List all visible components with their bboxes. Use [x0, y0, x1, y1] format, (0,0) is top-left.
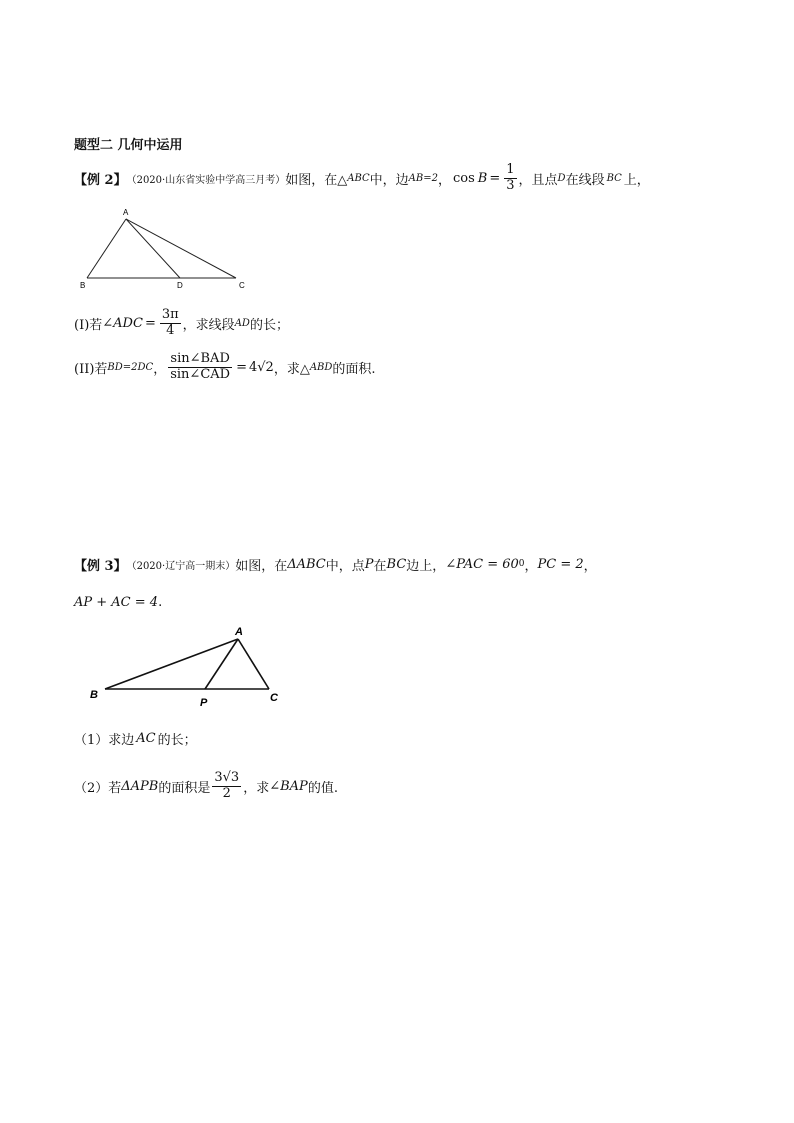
- label-b: B: [80, 281, 86, 290]
- triangle-apb: ΔAPB: [121, 778, 159, 794]
- angle-pac: ∠PAC = 60: [445, 556, 519, 572]
- label-b: B: [90, 689, 98, 701]
- fraction-numerator: sin∠BAD: [170, 351, 230, 367]
- fraction-numerator: 3π: [161, 307, 179, 323]
- label-c: C: [239, 281, 245, 290]
- text: 中，边: [369, 172, 409, 188]
- text: 中，点: [325, 558, 365, 574]
- condition-bd: BD=2DC: [107, 361, 154, 373]
- text: 的长；: [157, 732, 197, 748]
- point-p: P: [364, 556, 374, 572]
- fraction-denominator: 2: [222, 785, 231, 801]
- ratio-value: 4√2: [248, 359, 274, 375]
- text: .: [158, 594, 163, 610]
- text: (II)若: [74, 361, 108, 377]
- text: 如图，在: [235, 558, 288, 574]
- text: ，且点: [518, 172, 558, 188]
- cos-var: B: [477, 170, 488, 186]
- example2-intro: [74, 158, 650, 198]
- text: 在线段: [565, 172, 605, 188]
- example3-intro: [74, 553, 597, 575]
- label-a: A: [123, 208, 129, 217]
- edge-ab: [87, 219, 126, 278]
- example2-question-2: [74, 345, 376, 389]
- text: ，: [583, 558, 597, 574]
- text: 边上，: [406, 558, 446, 574]
- segment-ad: AD: [234, 317, 250, 329]
- segment-ac: AC: [136, 730, 156, 746]
- text: 如图，在△: [285, 172, 348, 188]
- text: (I)若: [74, 317, 103, 333]
- pc-eq: PC = 2: [537, 556, 584, 572]
- text: ，: [153, 361, 167, 377]
- text: ，求: [243, 780, 270, 796]
- example3-intro-line2: [74, 591, 162, 613]
- triangle-abd: ABD: [309, 361, 333, 373]
- label-c: C: [270, 692, 278, 704]
- text: ，: [524, 558, 538, 574]
- triangle-abc: ABC: [347, 172, 370, 184]
- sine-ratio-fraction: [168, 352, 232, 382]
- equals: =: [236, 359, 247, 375]
- ab-eq: AB=2: [408, 172, 438, 184]
- fraction-numerator: 3√3: [214, 770, 240, 786]
- triangle-abc: ΔABC: [287, 556, 326, 572]
- cos-numerator: 1: [506, 162, 515, 178]
- area-fraction: [212, 771, 241, 801]
- text: （2）若: [74, 780, 122, 796]
- text: ，: [437, 172, 451, 188]
- example3-source: （2020·辽宁高一期末）: [126, 560, 236, 572]
- edge-ap: [205, 639, 238, 689]
- fraction-denominator: sin∠CAD: [170, 366, 231, 382]
- label-p: P: [200, 697, 208, 709]
- equals: =: [489, 170, 501, 186]
- text: 的面积是: [158, 780, 211, 796]
- ap-ac-eq: AP + AC = 4: [74, 594, 159, 610]
- label-a: A: [235, 626, 243, 638]
- text: ，求△: [273, 361, 310, 377]
- segment-bc: BC: [386, 556, 407, 572]
- example3-question-1: [74, 727, 197, 749]
- text: ，求线段: [182, 317, 235, 333]
- edge-ab: [105, 639, 238, 689]
- cos-denominator: 3: [506, 177, 515, 193]
- text: 的长；: [249, 317, 289, 333]
- angle-bap: ∠BAP: [269, 778, 308, 794]
- label-d: D: [177, 281, 183, 290]
- degree-mark: 0: [518, 559, 525, 569]
- angle-fraction: [160, 308, 181, 338]
- segment-bc: BC: [606, 172, 622, 184]
- example2-tag: 【例 2】: [74, 172, 127, 188]
- angle-adc: ∠ADC: [102, 315, 143, 331]
- example2-source: （2020·山东省实验中学高三月考）: [126, 174, 286, 186]
- text: 上，: [623, 172, 650, 188]
- example2-question-1: [74, 303, 289, 343]
- text: 的面积.: [332, 361, 376, 377]
- example2-figure: [76, 204, 256, 294]
- cos-fraction: [504, 163, 516, 193]
- example3-question-2: [74, 764, 338, 808]
- text: （1）求边: [74, 732, 135, 748]
- example3-figure: [84, 622, 294, 712]
- edge-ad: [126, 219, 180, 278]
- edge-ac: [238, 639, 269, 689]
- fraction-denominator: 4: [166, 322, 175, 338]
- point-d: D: [557, 172, 566, 184]
- edge-ac: [126, 219, 236, 278]
- section-title: 题型二 几何中运用: [74, 138, 183, 153]
- text: 的值.: [307, 780, 338, 796]
- example3-tag: 【例 3】: [74, 558, 127, 574]
- equals: =: [144, 315, 156, 331]
- text: 在: [373, 558, 387, 574]
- cos-label: cos: [452, 170, 475, 186]
